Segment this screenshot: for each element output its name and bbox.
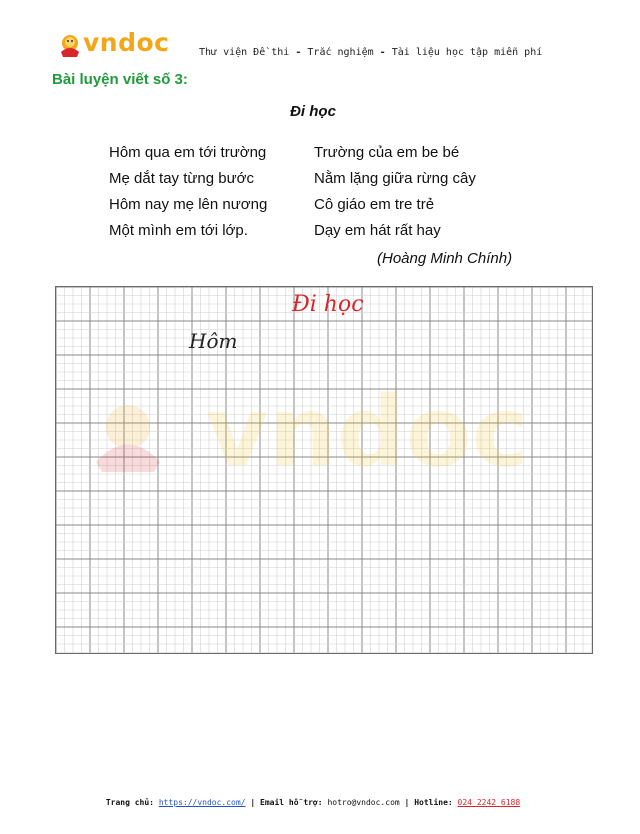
tagline-part: Tài liệu học tập miễn phí [391,47,543,58]
footer-email-label: Email hỗ trợ: [260,798,323,807]
poem-line: Mẹ dắt tay từng bước [109,170,254,187]
footer-separator: | [404,798,410,807]
practice-title: Đi học [292,292,364,317]
poem-line: Nằm lặng giữa rừng cây [314,170,476,187]
poem-author: (Hoàng Minh Chính) [377,250,513,267]
tagline-separator: - [379,47,386,58]
poem-line: Hôm qua em tới trường [109,144,267,161]
tagline-part: Trắc nghiệm [307,47,374,58]
poem-title: Đi học [290,103,336,120]
poem-line: Một mình em tới lớp. [109,222,248,239]
exercise-heading: Bài luyện viết số 3: [52,71,188,88]
watermark-text: vndoc [206,376,529,488]
poem-line: Trường của em be bé [314,144,460,161]
footer-home-link[interactable]: https://vndoc.com/ [158,798,246,807]
writing-practice-grid[interactable] [55,286,593,654]
tagline-separator: - [295,47,302,58]
poem-line: Hôm nay mẹ lên nương [109,196,268,213]
vndoc-logo[interactable] [55,30,180,60]
poem-column-left [109,140,267,244]
footer-separator: | [250,798,256,807]
poem-line: Cô giáo em tre trẻ [314,196,435,213]
header-tagline [199,47,542,58]
footer-email[interactable]: hotro@vndoc.com [327,798,400,807]
tagline-part: Thư viện Đề thi [199,47,290,58]
footer-hotline-label: Hotline: [414,798,453,807]
practice-first-word: Hôm [189,329,238,353]
logo-text: vndoc [83,28,170,57]
footer-home-label: Trang chủ: [105,798,154,807]
footer-hotline[interactable]: 024 2242 6188 [457,798,521,807]
page-footer [0,798,626,807]
poem-column-right [314,140,476,244]
mascot-icon [55,30,85,60]
watermark-logo [56,287,593,654]
poem-line: Dạy em hát rất hay [314,222,441,239]
